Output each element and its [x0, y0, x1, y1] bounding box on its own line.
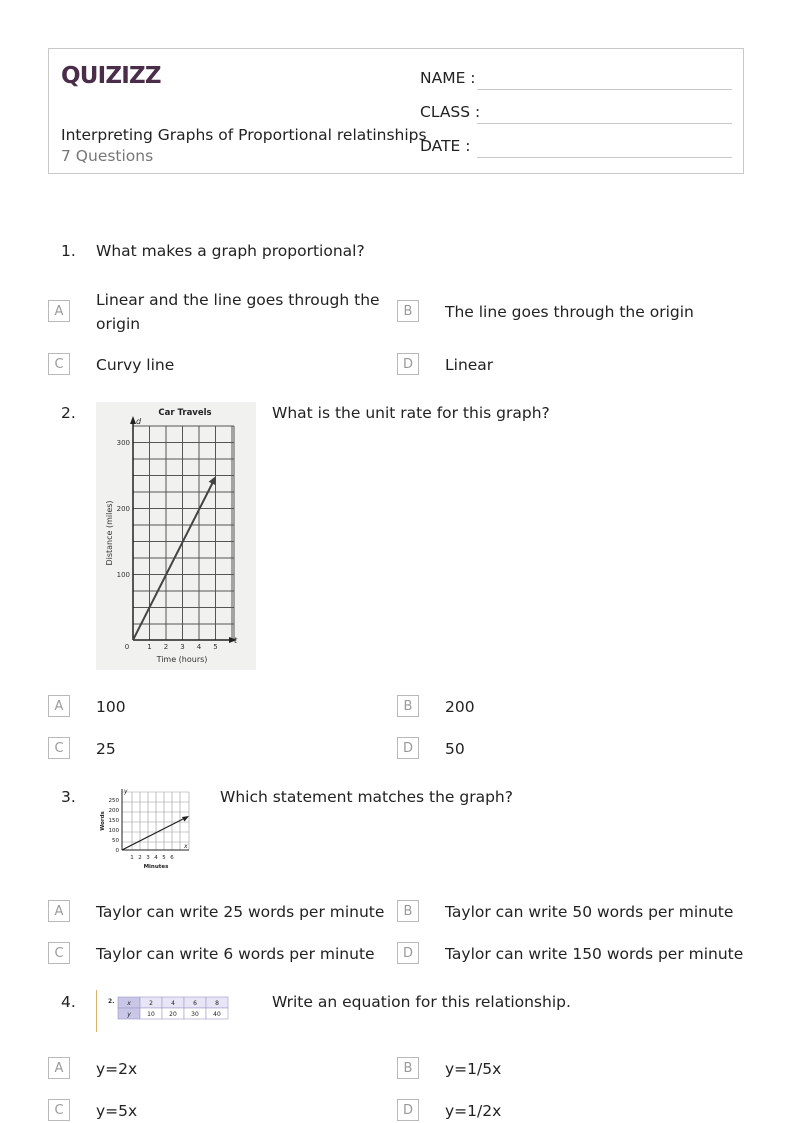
y-tick-label: 200 — [108, 808, 119, 814]
option-letter-box[interactable]: A — [48, 695, 70, 717]
date-label: DATE : — [420, 137, 471, 155]
worksheet-header — [48, 48, 744, 174]
option-letter-box[interactable]: D — [397, 737, 419, 759]
question-number: 4. — [61, 993, 76, 1011]
option-letter-box[interactable]: B — [397, 1057, 419, 1079]
option-letter-box[interactable]: B — [397, 695, 419, 717]
table-row-head: y — [127, 1011, 131, 1018]
y-axis-label: Words — [100, 811, 106, 831]
option-letter-box[interactable]: A — [48, 1057, 70, 1079]
x-tick-label: 0 — [124, 643, 130, 651]
option-letter-box[interactable]: D — [397, 1099, 419, 1121]
svg-text:QUIZIZZ: QUIZIZZ — [61, 63, 161, 89]
option-text: 100 — [96, 698, 126, 716]
option-letter-box[interactable]: C — [48, 942, 70, 964]
table-row-head: x — [127, 1000, 131, 1007]
class-line[interactable] — [477, 123, 732, 124]
option-text: Linear — [445, 356, 494, 374]
y-tick-label: 0 — [115, 848, 119, 854]
question-number: 3. — [61, 788, 76, 806]
table-label: 2. — [108, 998, 115, 1005]
y-tick-label: 250 — [108, 798, 119, 804]
y-tick-label: 50 — [112, 838, 119, 844]
quizizz-logo — [61, 57, 161, 91]
option-letter-box[interactable]: B — [397, 300, 419, 322]
x-tick-label: 3 — [180, 643, 185, 651]
option-text: 50 — [445, 740, 465, 758]
option-text: Taylor can write 150 words per minute — [445, 945, 744, 963]
question-number: 2. — [61, 404, 76, 422]
question-text: What makes a graph proportional? — [96, 242, 365, 260]
x-axis-label: Minutes — [143, 864, 169, 870]
option-letter-box[interactable]: D — [397, 942, 419, 964]
y-tick-label: 200 — [116, 505, 130, 513]
y-tick-label: 100 — [108, 828, 119, 834]
y-tick-label: 150 — [108, 818, 119, 824]
option-letter-box[interactable]: C — [48, 1099, 70, 1121]
option-text: Curvy line — [96, 356, 175, 374]
option-text: Taylor can write 6 words per minute — [96, 945, 375, 963]
data-line — [122, 818, 185, 850]
option-letter-box[interactable]: D — [397, 353, 419, 375]
name-label: NAME : — [420, 69, 476, 87]
x-tick-label: 5 — [162, 855, 166, 861]
class-label: CLASS : — [420, 103, 481, 121]
question-number: 1. — [61, 242, 76, 260]
option-text: y=1/5x — [445, 1060, 502, 1078]
date-line[interactable] — [477, 157, 732, 158]
option-text: y=5x — [96, 1102, 138, 1120]
y-tick-label: 100 — [116, 571, 130, 579]
x-tick-label: 6 — [170, 855, 174, 861]
x-tick-label: 4 — [196, 643, 202, 651]
question-text: What is the unit rate for this graph? — [272, 404, 550, 422]
option-letter-box[interactable]: A — [48, 900, 70, 922]
table-cell: 20 — [169, 1011, 177, 1018]
option-text: The line goes through the origin — [445, 303, 694, 321]
table-cell: 4 — [171, 1000, 175, 1007]
table-cell: 30 — [191, 1011, 199, 1018]
x-tick-label: 3 — [146, 855, 150, 861]
option-text: y=1/2x — [445, 1102, 502, 1120]
y-axis-letter: d — [136, 417, 142, 426]
table-cell: 6 — [193, 1000, 197, 1007]
option-text: y=2x — [96, 1060, 138, 1078]
option-text: 25 — [96, 740, 116, 758]
y-axis-letter: y — [124, 788, 128, 795]
question-text: Which statement matches the graph? — [220, 788, 513, 806]
car-travels-graph — [96, 402, 256, 670]
table-cell: 10 — [147, 1011, 155, 1018]
worksheet-title: Interpreting Graphs of Proportional relatinships — [61, 126, 427, 144]
x-axis-letter: t — [234, 636, 238, 645]
option-text: Taylor can write 50 words per minute — [445, 903, 734, 921]
x-axis-letter: x — [184, 843, 188, 850]
words-per-minute-graph — [96, 786, 196, 870]
option-letter-box[interactable]: C — [48, 737, 70, 759]
option-text: Linear and the line goes through the origin — [96, 291, 380, 333]
x-tick-label: 4 — [154, 855, 158, 861]
xy-table-image — [96, 990, 246, 1032]
table-cell: 2 — [149, 1000, 153, 1007]
option-text: Taylor can write 25 words per minute — [96, 903, 385, 921]
x-axis-label: Time (hours) — [156, 655, 208, 664]
graph-title: Car Travels — [158, 408, 212, 418]
option-letter-box[interactable]: A — [48, 300, 70, 322]
table-cell: 8 — [215, 1000, 219, 1007]
x-tick-label: 2 — [163, 643, 169, 651]
y-axis-label: Distance (miles) — [105, 500, 114, 566]
x-tick-label: 2 — [138, 855, 142, 861]
option-letter-box[interactable]: C — [48, 353, 70, 375]
question-count: 7 Questions — [61, 147, 154, 165]
x-tick-label: 1 — [147, 643, 152, 651]
x-tick-label: 1 — [130, 855, 134, 861]
x-tick-label: 5 — [213, 643, 218, 651]
data-line-arrowhead — [182, 816, 189, 822]
question-text: Write an equation for this relationship. — [272, 993, 571, 1011]
option-letter-box[interactable]: B — [397, 900, 419, 922]
table-cell: 40 — [213, 1011, 221, 1018]
y-tick-label: 300 — [116, 439, 130, 447]
name-line[interactable] — [477, 89, 732, 90]
option-text: 200 — [445, 698, 475, 716]
